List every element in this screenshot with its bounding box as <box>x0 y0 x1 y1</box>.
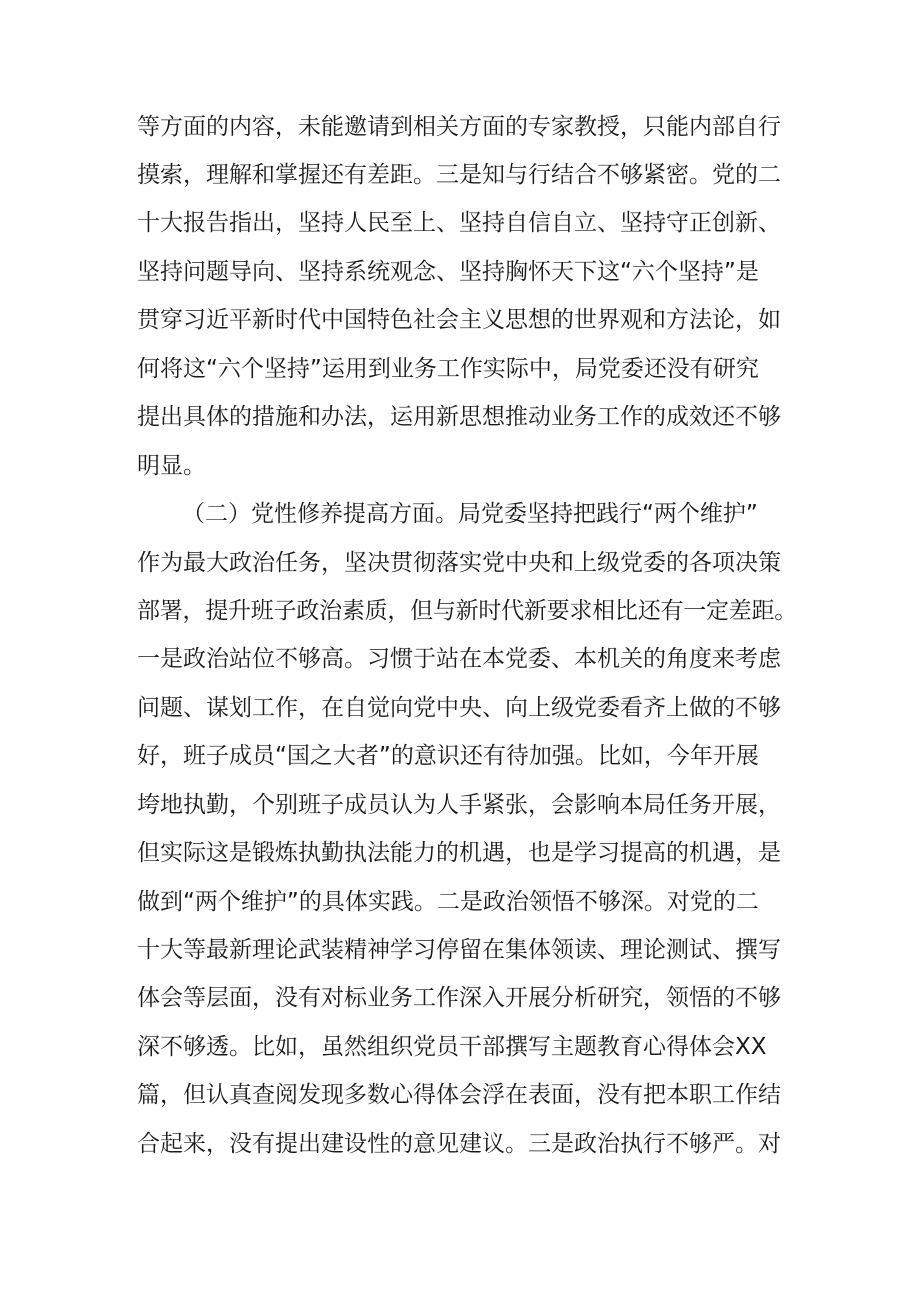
text-line: 坚持问题导向、坚持系统观念、坚持胸怀天下这“六个坚持”是 <box>137 259 759 285</box>
text-line: 贯穿习近平新时代中国特色社会主义思想的世界观和方法论，如 <box>137 307 781 333</box>
text-line: 垮地执勤，个别班子成员认为人手紧张，会影响本局任务开展， <box>137 792 781 818</box>
text-line: 部署，提升班子政治素质，但与新时代新要求相比还有一定差距。 <box>137 598 797 624</box>
text-line: 篇，但认真查阅发现多数心得体会浮在表面，没有把本职工作结 <box>137 1082 781 1108</box>
text-line: 体会等层面，没有对标业务工作深入开展分析研究，领悟的不够 <box>137 985 781 1011</box>
text-line: 等方面的内容，未能邀请到相关方面的专家教授，只能内部自行 <box>137 114 781 140</box>
text-line: 好，班子成员“国之大者”的意识还有待加强。比如，今年开展 <box>137 743 759 769</box>
text-line: 作为最大政治任务，坚决贯彻落实党中央和上级党委的各项决策 <box>137 550 781 576</box>
text-line: 问题、谋划工作，在自觉向党中央、向上级党委看齐上做的不够 <box>137 695 781 721</box>
text-line: 十大等最新理论武装精神学习停留在集体领读、理论测试、撰写 <box>137 937 781 963</box>
section-heading-line: （二）党性修养提高方面。局党委坚持把践行“两个维护” <box>182 501 758 527</box>
text-line: 明显。 <box>137 453 206 479</box>
text-line: 摸索，理解和掌握还有差距。三是知与行结合不够紧密。党的二 <box>137 162 781 188</box>
text-line: 一是政治站位不够高。习惯于站在本党委、本机关的角度来考虑 <box>137 646 781 672</box>
text-line: 合起来，没有提出建设性的意见建议。三是政治执行不够严。对 <box>137 1131 781 1157</box>
text-line: 提出具体的措施和办法，运用新思想推动业务工作的成效还不够 <box>137 404 781 430</box>
text-line: 深不够透。比如，虽然组织党员干部撰写主题教育心得体会XX <box>137 1034 767 1060</box>
text-line: 但实际这是锻炼执勤执法能力的机遇，也是学习提高的机遇，是 <box>137 840 781 866</box>
text-line: 何将这“六个坚持”运用到业务工作实际中，局党委还没有研究 <box>137 356 759 382</box>
text-line: 做到“两个维护”的具体实践。二是政治领悟不够深。对党的二 <box>137 889 759 915</box>
text-line: 十大报告指出，坚持人民至上、坚持自信自立、坚持守正创新、 <box>137 210 781 236</box>
